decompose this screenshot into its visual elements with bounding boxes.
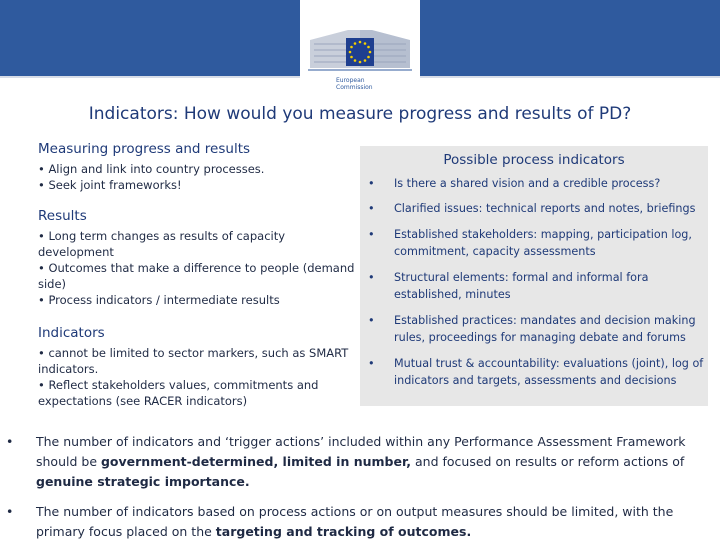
- indicators-item: • Reflect stakeholders values, commitments and expectations (see RACER indicators): [38, 378, 319, 408]
- bottom-text: The number of indicators and ‘trigger actions’ included within any Performance Assessment Framework should be: [36, 434, 686, 469]
- logo-line-1: European: [336, 77, 365, 84]
- process-indicator-item: [368, 175, 704, 192]
- bullet-icon: •: [368, 314, 375, 327]
- results-heading: Results: [38, 208, 87, 224]
- process-indicator-text: Established stakeholders: mapping, participation log, commitment, capacity assessments: [394, 228, 692, 258]
- process-indicators-panel: [360, 146, 708, 406]
- process-indicator-text: Structural elements: formal and informal fora established, minutes: [394, 271, 649, 301]
- process-indicator-item: [368, 226, 704, 260]
- process-indicator-item: [368, 312, 704, 346]
- bullet-icon: •: [368, 228, 375, 241]
- panel-title: Possible process indicators: [443, 152, 625, 168]
- bullet-icon: •: [6, 504, 14, 519]
- results-item: • Outcomes that make a difference to people (demand side): [38, 261, 355, 291]
- logo-text: [336, 77, 373, 91]
- left-column: [38, 140, 358, 409]
- results-item: • Process indicators / intermediate results: [38, 293, 280, 307]
- indicators-item: • cannot be limited to sector markers, such as SMART indicators.: [38, 346, 349, 376]
- bottom-text: The number of indicators based on process actions or on output measures should be limited, with the primary focus placed on the: [36, 504, 674, 539]
- measuring-heading: Measuring progress and results: [38, 141, 251, 157]
- slide-title: Indicators: How would you measure progress and results of PD?: [88, 104, 632, 124]
- measuring-item: • Seek joint frameworks!: [38, 178, 182, 192]
- ec-logo: [300, 0, 420, 100]
- bullet-icon: •: [368, 357, 375, 370]
- bullet-icon: •: [368, 177, 375, 190]
- process-indicator-text: Mutual trust & accountability: evaluations (joint), log of indicators and targets, assessments and decisions: [394, 357, 704, 387]
- logo-line-2: Commission: [336, 84, 373, 91]
- process-indicator-item: [368, 200, 704, 217]
- bottom-bullet-2: [6, 502, 716, 542]
- bottom-emphasis: targeting and tracking of outcomes.: [215, 524, 472, 539]
- process-indicator-item: [368, 355, 704, 389]
- bottom-emphasis: government-determined, limited in number,: [100, 454, 412, 469]
- berlaymont-building-icon: [308, 8, 412, 76]
- process-indicator-text: Established practices: mandates and decision making rules, proceedings for managing debate and forums: [394, 314, 696, 344]
- bottom-text: and focused on results or reform actions of: [411, 454, 685, 469]
- bullet-icon: •: [6, 434, 14, 449]
- bullet-icon: •: [368, 271, 375, 284]
- process-indicator-text: Clarified issues: technical reports and notes, briefings: [394, 202, 696, 215]
- bullet-icon: •: [368, 202, 375, 215]
- process-indicator-text: Is there a shared vision and a credible process?: [394, 177, 661, 190]
- measuring-item: • Align and link into country processes.: [38, 162, 265, 176]
- results-item: • Long term changes as results of capacity development: [38, 229, 286, 259]
- indicators-heading: Indicators: [38, 325, 105, 341]
- bottom-emphasis: genuine strategic importance.: [36, 474, 250, 489]
- bottom-bullet-1: [6, 432, 716, 492]
- process-indicator-item: [368, 269, 704, 303]
